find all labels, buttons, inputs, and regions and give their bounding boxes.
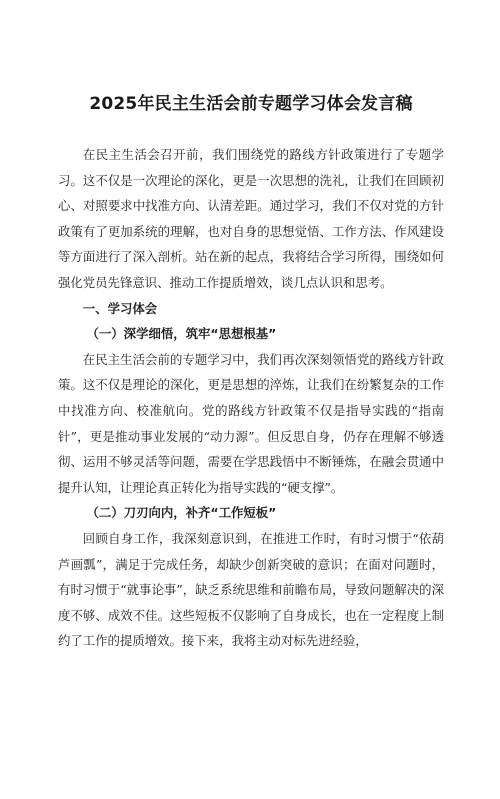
document-body xyxy=(58,142,444,654)
section-heading-study-experience: 一、学习体会 xyxy=(82,300,158,316)
subsection-heading-1: （一）深学细悟，筑牢“思想根基” xyxy=(86,326,277,342)
document-page xyxy=(0,92,500,799)
intro-paragraph: 在民主生活会召开前，我们围绕党的路线方针政策进行了专题学习。这不仅是一次理论的深化，更是一次思想的洗礼，让我们在回顾初心、对照要求中找准方向、认清差距。通过学习，我们不仅对党的方针政策有了更加系统的理解，也对自身的思想觉悟、工作方法、作风建设等方面进行了深入剖析。站在新的起点，我将结合学习所得，围绕如何强化党员先锋意识、推动工作提质增效，谈几点认识和思考。 xyxy=(58,147,444,290)
subsection-1-paragraph: 在民主生活会前的专题学习中，我们再次深刻领悟党的路线方针政策。这不仅是理论的深化，更是思想的淬炼，让我们在纷繁复杂的工作中找准方向、校准航向。党的路线方针政策不仅是指导实践的“指南针”，更是推动事业发展的“动力源”。但反思自身，仍存在理解不够透彻、运用不够灵活等问题，需要在学思践悟中不断锤炼，在融会贯通中提升认知，让理论真正转化为指导实践的“硬支撑”。 xyxy=(58,351,444,495)
document-title: 2025年民主生活会前专题学习体会发言稿 xyxy=(89,94,413,114)
subsection-2-paragraph: 回顾自身工作，我深刻意识到，在推进工作时，有时习惯于“依葫芦画瓢”，满足于完成任务，却缺少创新突破的意识；在面对问题时，有时习惯于“就事论事”，缺乏系统思维和前瞻布局，导致问题解决的深度不够、成效不佳。这些短板不仅影响了自身成长，也在一定程度上制约了工作的提质增效。接下来，我将主动对标先进经验， xyxy=(58,530,444,649)
subsection-heading-2: （二）刀刃向内，补齐“工作短板” xyxy=(86,505,277,521)
